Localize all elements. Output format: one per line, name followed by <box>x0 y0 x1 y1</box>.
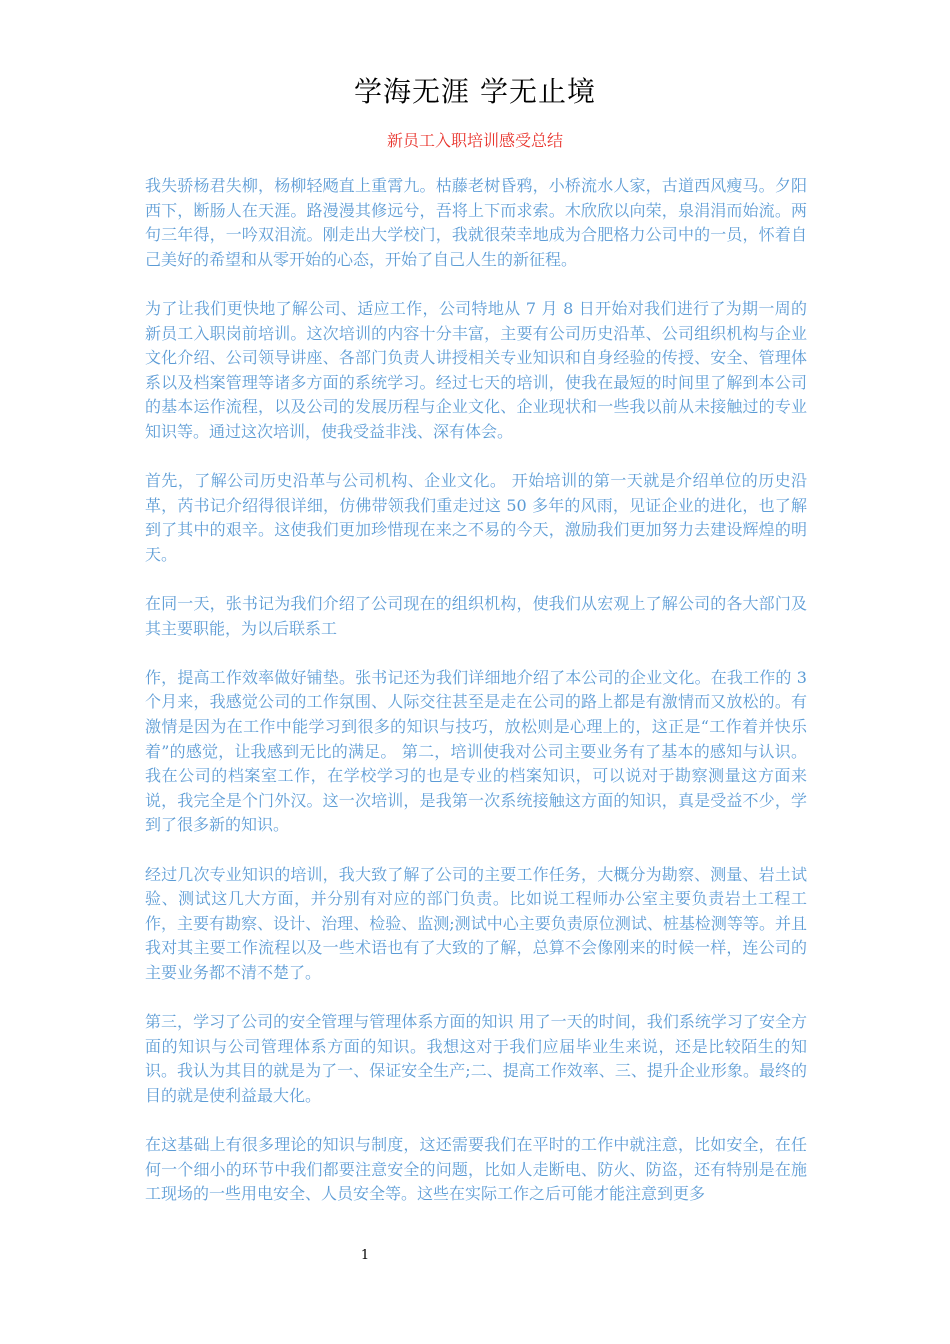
document-title: 新员工入职培训感受总结 <box>386 131 563 150</box>
paragraph: 首先，了解公司历史沿革与公司机构、企业文化。 开始培训的第一天就是介绍单位的历史沿革，芮书记介绍得很详细，仿佛带领我们重走过这 50 多年的风雨，见证企业的进化，也了解到了其中的艰辛。这使我们更加珍惜现在来之不易的今天，激励我们更加努力去建设辉煌的明天。 <box>145 471 807 564</box>
paragraph: 我失骄杨君失柳，杨柳轻飏直上重霄九。枯藤老树昏鸦，小桥流水人家，古道西风瘦马。夕阳西下，断肠人在天涯。路漫漫其修远兮，吾将上下而求索。木欣欣以向荣，泉涓涓而始流。两句三年得，一吟双泪流。刚走出大学校门，我就很荣幸地成为合肥格力公司中的一员，怀着自己美好的希望和从零开始的心态，开始了自己人生的新征程。 <box>145 176 807 269</box>
paragraph: 在这基础上有很多理论的知识与制度，这还需要我们在平时的工作中就注意，比如安全，在任何一个细小的环节中我们都要注意安全的问题，比如人走断电、防火、防盗，还有特别是在施工现场的一些用电安全、人员安全等。这些在实际工作之后可能才能注意到更多 <box>145 1135 807 1204</box>
paragraph: 在同一天，张书记为我们介绍了公司现在的组织机构，使我们从宏观上了解公司的各大部门及其主要职能，为以后联系工 <box>145 594 807 638</box>
paragraph: 第三，学习了公司的安全管理与管理体系方面的知识 用了一天的时间，我们系统学习了安全方面的知识与公司管理体系方面的知识。我想这对于我们应届毕业生来说，还是比较陌生的知识。我认为其目的就是为了一、保证安全生产;二、提高工作效率、三、提升企业形象。最终的目的就是使利益最大化。 <box>145 1012 807 1105</box>
paragraph: 经过几次专业知识的培训，我大致了解了公司的主要工作任务，大概分为勘察、测量、岩土试验、测试这几大方面，并分别有对应的部门负责。比如说工程师办公室主要负责岩土工程工作，主要有勘察、设计、治理、检验、监测;测试中心主要负责原位测试、桩基检测等等。并且我对其主要工作流程以及一些术语也有了大致的了解，总算不会像刚来的时候一样，连公司的主要业务都不清不楚了。 <box>145 864 807 982</box>
document-body <box>145 174 807 1232</box>
paragraph: 作，提高工作效率做好铺垫。张书记还为我们详细地介绍了本公司的企业文化。在我工作的 3 个月来，我感觉公司的工作氛围、人际交往甚至是走在公司的路上都是有激情而又放松的。有激情是因为在工作中能学习到很多的知识与技巧，放松则是心理上的，这正是“工作着并快乐着”的感觉，让我感到无比的满足。 第二，培训使我对公司主要业务有了基本的感知与认识。 我在公司的档案室工作，在学校学习的也是专业的档案知识，可以说对于勘察测量这方面来说，我完全是个门外汉。这一次培训，是我第一次系统接触这方面的知识，真是受益不少，学到了很多新的知识。 <box>145 667 807 835</box>
page-header-title: 学海无涯 学无止境 <box>354 75 596 108</box>
paragraph: 为了让我们更快地了解公司、适应工作，公司特地从 7 月 8 日开始对我们进行了为期一周的新员工入职岗前培训。这次培训的内容十分丰富，主要有公司历史沿革、公司组织机构与企业文化介绍、公司领导讲座、各部门负责人讲授相关专业知识和自身经验的传授、安全、管理体系以及档案管理等诸多方面的系统学习。经过七天的培训，使我在最短的时间里了解到本公司的基本运作流程，以及公司的发展历程与企业文化、企业现状和一些我以前从未接触过的专业知识等。通过这次培训，使我受益非浅、深有体会。 <box>145 298 807 441</box>
page-number: 1 <box>360 1248 370 1263</box>
